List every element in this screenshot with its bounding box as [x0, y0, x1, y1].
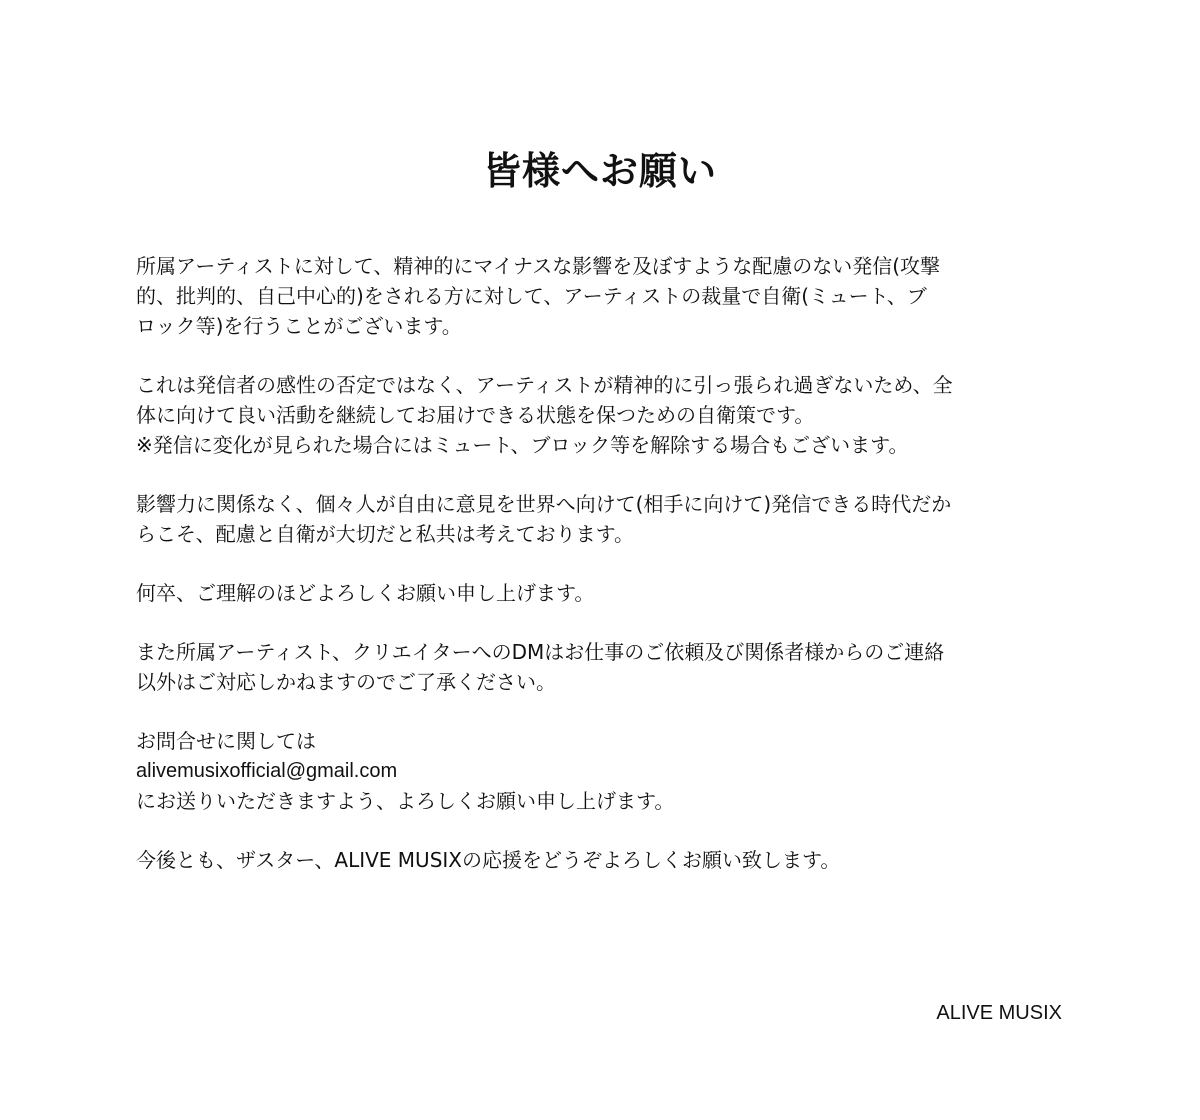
text-line: 体に向けて良い活動を継続してお届けできる状態を保つための自衛策です。	[136, 403, 815, 427]
text-line: 的、批判的、自己中心的)をされる方に対して、アーティストの裁量で自衛(ミュート、ブ	[136, 284, 927, 308]
text-line: ※発信に変化が見られた場合にはミュート、ブロック等を解除する場合もございます。	[136, 433, 909, 457]
text-line: 影響力に関係なく、個々人が自由に意見を世界へ向けて(相手に向けて)発信できる時代だか	[136, 492, 952, 516]
text-line: ロック等)を行うことがございます。	[136, 314, 462, 338]
text-line: にお送りいただきますよう、よろしくお願い申し上げます。	[136, 789, 675, 813]
paragraph-self-defense-policy	[136, 251, 1071, 341]
signature: ALIVE MUSIX	[936, 1002, 1062, 1024]
paragraph-explanation	[136, 370, 1071, 460]
contact-email: alivemusixofficial@gmail.com	[136, 760, 398, 782]
page-title: 皆様へお願い	[482, 149, 717, 193]
text-line: また所属アーティスト、クリエイターへのDMはお仕事のご依頼及び関係者様からのご連絡	[136, 640, 945, 664]
notice-body	[136, 251, 1071, 904]
text-line: これは発信者の感性の否定ではなく、アーティストが精神的に引っ張られ過ぎないため、全	[136, 373, 953, 397]
text-line: 何卒、ご理解のほどよろしくお願い申し上げます。	[136, 581, 595, 605]
text-line: 今後とも、ザスター、ALIVE MUSIXの応援をどうぞよろしくお願い致します。	[136, 848, 841, 872]
paragraph-contact	[136, 726, 1071, 816]
text-line: 所属アーティストに対して、精神的にマイナスな影響を及ぼすような配慮のない発信(攻撃	[136, 254, 941, 278]
paragraph-dm-policy	[136, 637, 1071, 697]
text-line: らこそ、配慮と自衛が大切だと私共は考えております。	[136, 522, 634, 546]
paragraph-closing	[136, 845, 1071, 875]
text-line: お問合せに関しては	[136, 729, 316, 753]
paragraph-consideration	[136, 489, 1071, 549]
paragraph-request-understanding	[136, 578, 1071, 608]
text-line: 以外はご対応しかねますのでご了承ください。	[136, 670, 556, 694]
